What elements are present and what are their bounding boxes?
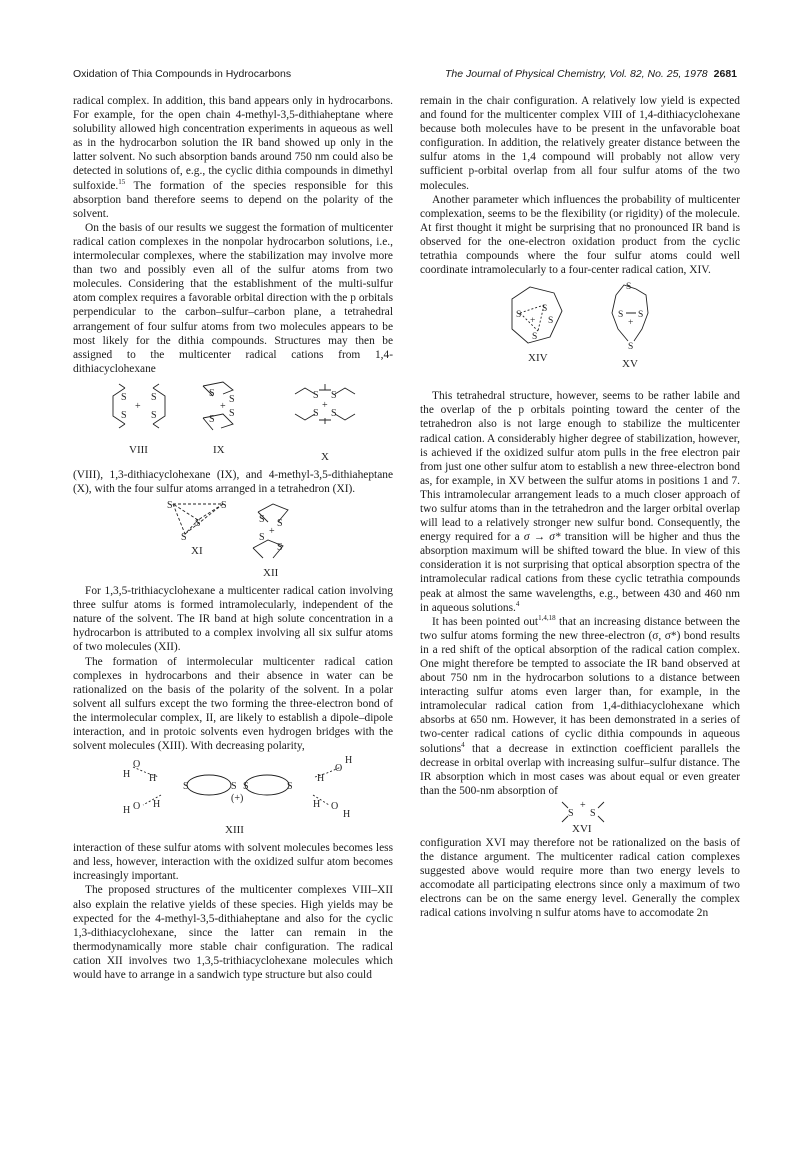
hydrogen-label: H	[343, 809, 351, 821]
sulfur-label: S	[243, 781, 249, 793]
running-title: Oxidation of Thia Compounds in Hydrocarbons	[73, 68, 292, 80]
structures-xi-xii	[73, 496, 393, 584]
charge-label: +	[530, 316, 536, 327]
text: radical complex. In addition, this band appears only in hydrocarbons. For example, for the open chain 4-methyl-3,5-dithiaheptane where solubility allowed high concentration experiments in aqueous as well as in the hydrocarbon solution the IR band showed up only in the latter solvent. No such absorption bands around 750 nm could also be detected in solutions of, e.g., the cyclic dithia compounds in dimethyl sulfoxide.	[73, 95, 393, 192]
compound-label-xiv: XIV	[528, 352, 548, 365]
sulfur-label: S	[590, 807, 596, 819]
charge-label: +	[580, 799, 586, 811]
reference: 15	[118, 177, 126, 186]
hydrogen-label: H	[317, 773, 325, 785]
sulfur-label: S	[313, 407, 319, 419]
sulfur-label: S	[151, 409, 157, 421]
sulfur-label: S	[259, 514, 265, 526]
paragraph: On the basis of our results we suggest the formation of multicenter radical cation complexes in the nonpolar hydrocarbon solutions, i.e., intermolecular complexes, where the stabilization may involve more than two and possibly even all of the sulfur atoms from two molecules. Considering that the establishment of the multi-sulfur atom complex requires a favorable orbital direction with the p orbitals perpendicular to the carbon–sulfur–carbon plane, a tetrahedral arrangement of four sulfur atoms from two molecules appears to be most likely for the dithia compounds. Structures may then be assigned to the multicenter radical cations from 1,4-dithiacyclohexane	[73, 221, 393, 375]
structures-xiv-xv	[420, 277, 740, 389]
compound-label-ix: IX	[213, 443, 225, 456]
journal-citation	[445, 68, 737, 80]
paragraph: interaction of these sulfur atoms with solvent molecules becomes less and less, however, interaction with the oxidized sulfur atom becomes increasingly important.	[73, 842, 393, 883]
sulfur-label: S	[542, 304, 548, 315]
sulfur-label: S	[121, 409, 127, 421]
reference: 4	[461, 740, 465, 749]
text: It has been pointed out	[432, 615, 539, 628]
reference: 4	[515, 599, 520, 608]
charge-label: +	[269, 526, 275, 538]
structure-xiii	[73, 753, 393, 841]
sulfur-label: S	[277, 518, 283, 530]
sulfur-label: S	[209, 413, 215, 425]
sulfur-label: S	[313, 389, 319, 401]
sulfur-label: S	[638, 310, 644, 321]
hydrogen-label: H	[149, 773, 157, 785]
paragraph	[420, 389, 740, 615]
text: The formation of the species responsible for this absorption band therefore seems to depend on the polarity of the solvent.	[73, 179, 393, 220]
compound-label-xv: XV	[622, 358, 638, 371]
sulfur-label: S	[568, 807, 574, 819]
sulfur-label: S	[548, 316, 554, 327]
structure-xvi	[420, 798, 740, 836]
sulfur-label: S	[229, 407, 235, 419]
text: This tetrahedral structure, however, seems to be rather labile and the overlap of the p orbitals pointing toward the center of the tetrahedron also is not large enough to stabilize the multicenter radical cation. A considerably higher degree of stabilization, however, is achieved if the oxidized sulfur atom pulls in the free electron pair from just one other sulfur atom to establish a new three-electron bond as, for example, in XV between the sulfur atoms in positions 1 and 7. This intramolecular arrangement leads to a much closer approach of two sulfur atoms than in the tetrahedron and the larger orbital overlap will lead to a relatively stronger new sulfur bond. Consequently, the energy required for a	[420, 390, 740, 544]
charge-label: +	[322, 399, 328, 411]
paragraph: configuration XVI may therefore not be rationalized on the basis of the distance argument. The multicenter radical cation complexes suggested above would require more than two energy levels to accomodate all participating electrons since only a maximum of two electrons can be on the same energy level. Generally the complex radical cations involving n sulfur atoms have to accomodate 2n	[420, 836, 740, 920]
transition-notation: σ → σ*	[523, 531, 561, 544]
paragraph	[73, 94, 393, 221]
compound-label-viii: VIII	[129, 443, 148, 456]
right-column	[420, 94, 740, 921]
sulfur-label: S	[259, 532, 265, 544]
charge-label: (+)	[231, 793, 244, 805]
hydrogen-label: H	[123, 805, 131, 817]
journal-name: The Journal of Physical Chemistry, Vol. 82, No. 25, 1978	[445, 68, 708, 80]
oxygen-label: O	[133, 759, 141, 771]
paragraph: The formation of intermolecular multicenter radical cation complexes in hydrocarbons and their absence in water can be rationalized on the basis of the polarity of the solvent. In a polar solvent all sulfurs except the two forming the three-electron bond of the intermolecular complex, II, are likely to establish a dipole–dipole interaction, and in protoic solvents even hydrogen bridges with the solvent molecules (XIII). With decreasing polarity,	[73, 655, 393, 753]
charge-label: +	[135, 400, 141, 412]
hydrogen-label: H	[123, 769, 131, 781]
sulfur-label: S	[221, 500, 227, 512]
text: that an increasing distance between the two sulfur atoms forming the new three-electron (σ, σ*) bond results in a red shift of the optical absorption of the radical cation complex. One might therefore be tempted to associate the IR band observed at about 750 nm in the hydrocarbon solutions to a distance between interacting sulfur atoms even larger than, for example, in the intramolecular radical cation from 1,4-dithiacyclohexane which absorbs at 650 nm. However, it has been demonstrated in a series of two-center radical cations of cyclic dithia compounds in aqueous solutions	[420, 615, 740, 755]
compound-label-xi: XI	[191, 545, 203, 558]
left-column	[73, 94, 393, 982]
sulfur-label: S	[209, 387, 215, 399]
sulfur-label: S	[532, 332, 538, 343]
sulfur-label: S	[618, 310, 624, 321]
sulfur-label: S	[331, 407, 337, 419]
paragraph: remain in the chair configuration. A relatively low yield is expected and found for the multicenter complex VIII of 1,4-dithiacyclohexane because both molecules have to be present in the unfavorable boat configuration. In addition, the relatively greater distance between the sulfur atoms in the 1,4 compound will probably not allow very sufficient p-orbital overlap from all four sulfur atoms of the two molecules.	[420, 95, 740, 192]
sulfur-label: S	[151, 391, 157, 403]
sulfur-label: S	[183, 781, 189, 793]
hydrogen-label: H	[345, 755, 353, 767]
text: that a decrease in extinction coefficient parallels the decrease in orbital overlap with increasing sulfur–sulfur distance. The IR absorption which in most cases was about equal or even greater than the 500-nm absorption of	[420, 742, 740, 797]
paragraph: The proposed structures of the multicenter complexes VIII–XII also explain the relative yields of these species. High yields may be expected for the 4-methyl-3,5-dithiaheptane and also for the cyclic 1,3-dithiacyclohexane, since the latter can remain in the thermodynamically more stable chair configuration. The radical cation XII involves two 1,3,5-trithiacyclohexane molecules which would have to arrange in a sandwich type structure but also could	[73, 884, 393, 982]
sulfur-label: S	[287, 781, 293, 793]
sulfur-label: S	[121, 391, 127, 403]
paragraph: For 1,3,5-trithiacyclohexane a multicenter radical cation involving three sulfur atoms is formed intramolecularly, independent of the nature of the solvent. The IR band at high solute concentration in a hydrocarbon is attributed to a complex involving all six sulfur atoms of two molecules (XII).	[73, 585, 393, 654]
sulfur-label: S	[231, 781, 237, 793]
compound-label-xiii: XIII	[225, 824, 244, 837]
sulfur-label: S	[167, 500, 173, 512]
structures-viii-ix-x	[73, 376, 393, 468]
charge-label: +	[220, 400, 226, 412]
sulfur-label: S	[516, 310, 522, 321]
oxygen-label: O	[331, 801, 339, 813]
charge-label: +	[628, 318, 634, 329]
text: transition will be higher and thus the absorption maximum will be shifted toward the blue. In view of this consideration it is not surprising that optical absorption spectra of the intramolecular radical cations from these cyclic tetrathia compounds peak at almost the same wavelengths, e.g., between 430 and 460 nm in aqueous solutions.	[420, 531, 740, 614]
sulfur-label: S	[181, 532, 187, 544]
sulfur-label: S	[229, 393, 235, 405]
oxygen-label: O	[335, 763, 343, 775]
hydrogen-label: H	[153, 799, 161, 811]
compound-label-xii: XII	[263, 567, 279, 580]
hydrogen-label: H	[313, 799, 321, 811]
paragraph	[420, 615, 740, 798]
sulfur-label: S	[331, 389, 337, 401]
sulfur-label: S	[628, 342, 634, 353]
running-header	[0, 68, 807, 84]
oxygen-label: O	[133, 801, 141, 813]
reference: 1,4,18	[538, 613, 556, 622]
paragraph: Another parameter which influences the probability of multicenter complexation, seems to be the flexibility (or rigidity) of the molecule. At first thought it might be surprising that no pronounced IR band is observed for the one-electron oxidation product from the cyclic tetrathia compounds where the four sulfur atoms could well coordinate intramolecularly to a four-center radical cation, XIV.	[420, 193, 740, 277]
compound-label-x: X	[321, 450, 329, 463]
page-number: 2681	[713, 68, 737, 80]
paragraph: (VIII), 1,3-dithiacyclohexane (IX), and 4-methyl-3,5-dithiaheptane (X), with the four sulfur atoms arranged in a tetrahedron (XI).	[73, 468, 393, 495]
sulfur-label: S	[277, 542, 283, 554]
compound-label-xvi: XVI	[572, 822, 592, 835]
sulfur-label: S	[626, 282, 632, 293]
sulfur-label: S	[195, 518, 201, 530]
